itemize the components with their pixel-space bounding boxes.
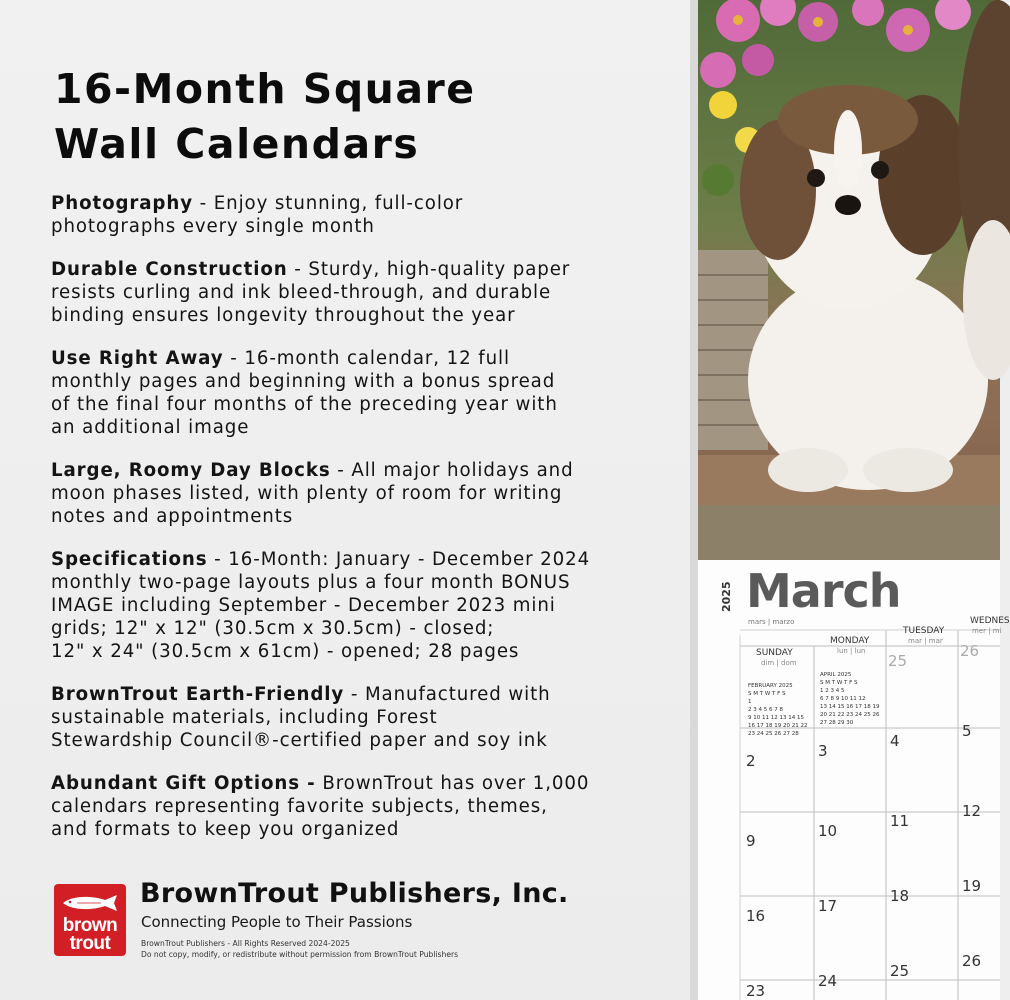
feature-item: Use Right Away - 16-month calendar, 12 full monthly pages and beginning with a bonus spread of the final four months of the preceding year with an additional image	[51, 348, 558, 438]
day-header-wednesday: WEDNES	[970, 616, 1010, 626]
month-alt-name: mars | marzo	[748, 618, 795, 626]
mini-calendar-apr-row: 6 7 8 9 10 11 12	[820, 696, 866, 702]
calendar-grid	[698, 560, 1000, 1000]
mini-calendar-feb-row: 2 3 4 5 6 7 8	[748, 707, 783, 713]
publisher-name: BrownTrout Publishers, Inc.	[140, 878, 569, 909]
mini-calendar-apr-row: 13 14 15 16 17 18 19	[820, 704, 880, 710]
day-header-sunday: SUNDAY	[756, 648, 793, 658]
title-line-2: Wall Calendars	[54, 120, 420, 168]
calendar-year: 2025	[720, 581, 733, 612]
date-cell: 2	[746, 752, 756, 770]
publisher-tagline: Connecting People to Their Passions	[141, 913, 413, 931]
mini-calendar-apr-row: 1 2 3 4 5	[820, 688, 845, 694]
date-cell: 17	[818, 897, 838, 915]
date-cell: 25	[890, 962, 910, 980]
logo-text-trout: trout	[69, 933, 111, 954]
puppy-illustration	[698, 0, 1000, 560]
date-cell: 23	[746, 982, 766, 1000]
mini-calendar-apr-title: APRIL 2025	[820, 672, 852, 678]
feature-title: Large, Roomy Day Blocks	[51, 460, 331, 481]
day-header-monday: MONDAY	[830, 636, 870, 646]
date-cell: 26	[960, 642, 980, 660]
rights-notice: BrownTrout Publishers - All Rights Reserved 2024-2025 Do not copy, modify, or redistribute without permission from BrownTrout Publishers	[141, 939, 459, 959]
feature-title: Use Right Away	[51, 348, 224, 369]
mini-calendar-feb-title: FEBRUARY 2025	[748, 683, 793, 689]
logo-text-brown: brown	[62, 915, 118, 936]
date-cell: 5	[962, 722, 972, 740]
feature-body: 16-Month: January - December 2024 monthly two-page layouts plus a four month BONUS IMAGE including September - December 2023 mini grids; 12" x 12" (30.5cm x 30.5cm) - closed; 12" x 24" (30.5cm x 61cm) - opened; 28 pages	[51, 549, 591, 662]
day-alt-monday: lun | lun	[837, 647, 866, 655]
calendar-preview	[690, 0, 1010, 1000]
browntrout-logo	[54, 884, 126, 956]
date-cell: 25	[888, 652, 908, 670]
feature-title: BrownTrout Earth-Friendly	[51, 684, 345, 705]
mini-calendar-feb-row: 23 24 25 26 27 28	[748, 731, 799, 737]
mini-calendar-apr-head: S M T W T F S	[820, 680, 858, 686]
date-cell: 24	[818, 972, 838, 990]
feature-title: Durable Construction	[51, 259, 288, 280]
feature-item: Photography - Enjoy stunning, full-color photographs every single month	[51, 193, 464, 237]
mini-calendar-apr-row: 27 28 29 30	[820, 720, 854, 726]
feature-item: BrownTrout Earth-Friendly - Manufactured with sustainable materials, including Forest Stewardship Council®-certified paper and soy ink	[51, 684, 551, 751]
date-cell: 11	[890, 812, 910, 830]
date-cell: 16	[746, 907, 766, 925]
day-alt-tuesday: mar | mar	[908, 637, 943, 645]
feature-body: Manufactured with sustainable materials, including Forest Stewardship Council®-certified paper and soy ink	[51, 684, 551, 751]
day-alt-sunday: dim | dom	[761, 659, 797, 667]
mini-calendar-apr-row: 20 21 22 23 24 25 26	[820, 712, 880, 718]
date-cell: 4	[890, 732, 900, 750]
mini-calendar-feb-head: S M T W T F S	[748, 691, 786, 697]
mini-calendar-feb-row: 16 17 18 19 20 21 22	[748, 723, 808, 729]
feature-body: Sturdy, high-quality paper resists curling and ink bleed-through, and durable binding ensures longevity throughout the year	[51, 259, 571, 326]
feature-item: Large, Roomy Day Blocks - All major holidays and moon phases listed, with plenty of room for writing notes and appointments	[51, 460, 574, 527]
puppy-photo	[698, 0, 1000, 560]
feature-title: Specifications	[51, 549, 208, 570]
trout-icon	[61, 894, 119, 912]
feature-item: Durable Construction - Sturdy, high-quality paper resists curling and ink bleed-through, and durable binding ensures longevity throughout the year	[51, 259, 571, 326]
feature-body: BrownTrout has over 1,000 calendars representing favorite subjects, themes, and formats to keep you organized	[51, 773, 590, 840]
feature-title: Photography	[51, 193, 193, 214]
calendar-page	[698, 560, 1010, 1000]
day-alt-wednesday: mer | mi	[972, 627, 1002, 635]
date-cell: 18	[890, 887, 910, 905]
date-cell: 10	[818, 822, 838, 840]
feature-item: Specifications - 16-Month: January - December 2024 monthly two-page layouts plus a four month BONUS IMAGE including September - December 2023 mini grids; 12" x 12" (30.5cm x 30.5cm) - closed; 12" x 24" (30.5cm x 61cm) - opened; 28 pages	[51, 549, 591, 662]
day-header-tuesday: TUESDAY	[903, 626, 945, 636]
feature-list	[51, 192, 681, 861]
date-cell: 26	[962, 952, 982, 970]
date-cell: 9	[746, 832, 756, 850]
title-line-1: 16-Month Square	[54, 65, 476, 113]
date-cell: 19	[962, 877, 982, 895]
page-title	[54, 62, 476, 172]
feature-title: Abundant Gift Options -	[51, 773, 316, 794]
date-cell: 3	[818, 742, 828, 760]
feature-body: All major holidays and moon phases listed, with plenty of room for writing notes and appointments	[51, 460, 574, 527]
mini-calendar-feb-row: 9 10 11 12 13 14 15	[748, 715, 804, 721]
feature-body: 16-month calendar, 12 full monthly pages and beginning with a bonus spread of the final four months of the preceding year with an additional image	[51, 348, 558, 438]
date-cell: 12	[962, 802, 982, 820]
feature-item	[51, 772, 681, 841]
month-name: March	[746, 564, 901, 618]
feature-body: Enjoy stunning, full-color photographs every single month	[51, 193, 464, 237]
mini-calendar-feb-row: 1	[748, 699, 752, 705]
